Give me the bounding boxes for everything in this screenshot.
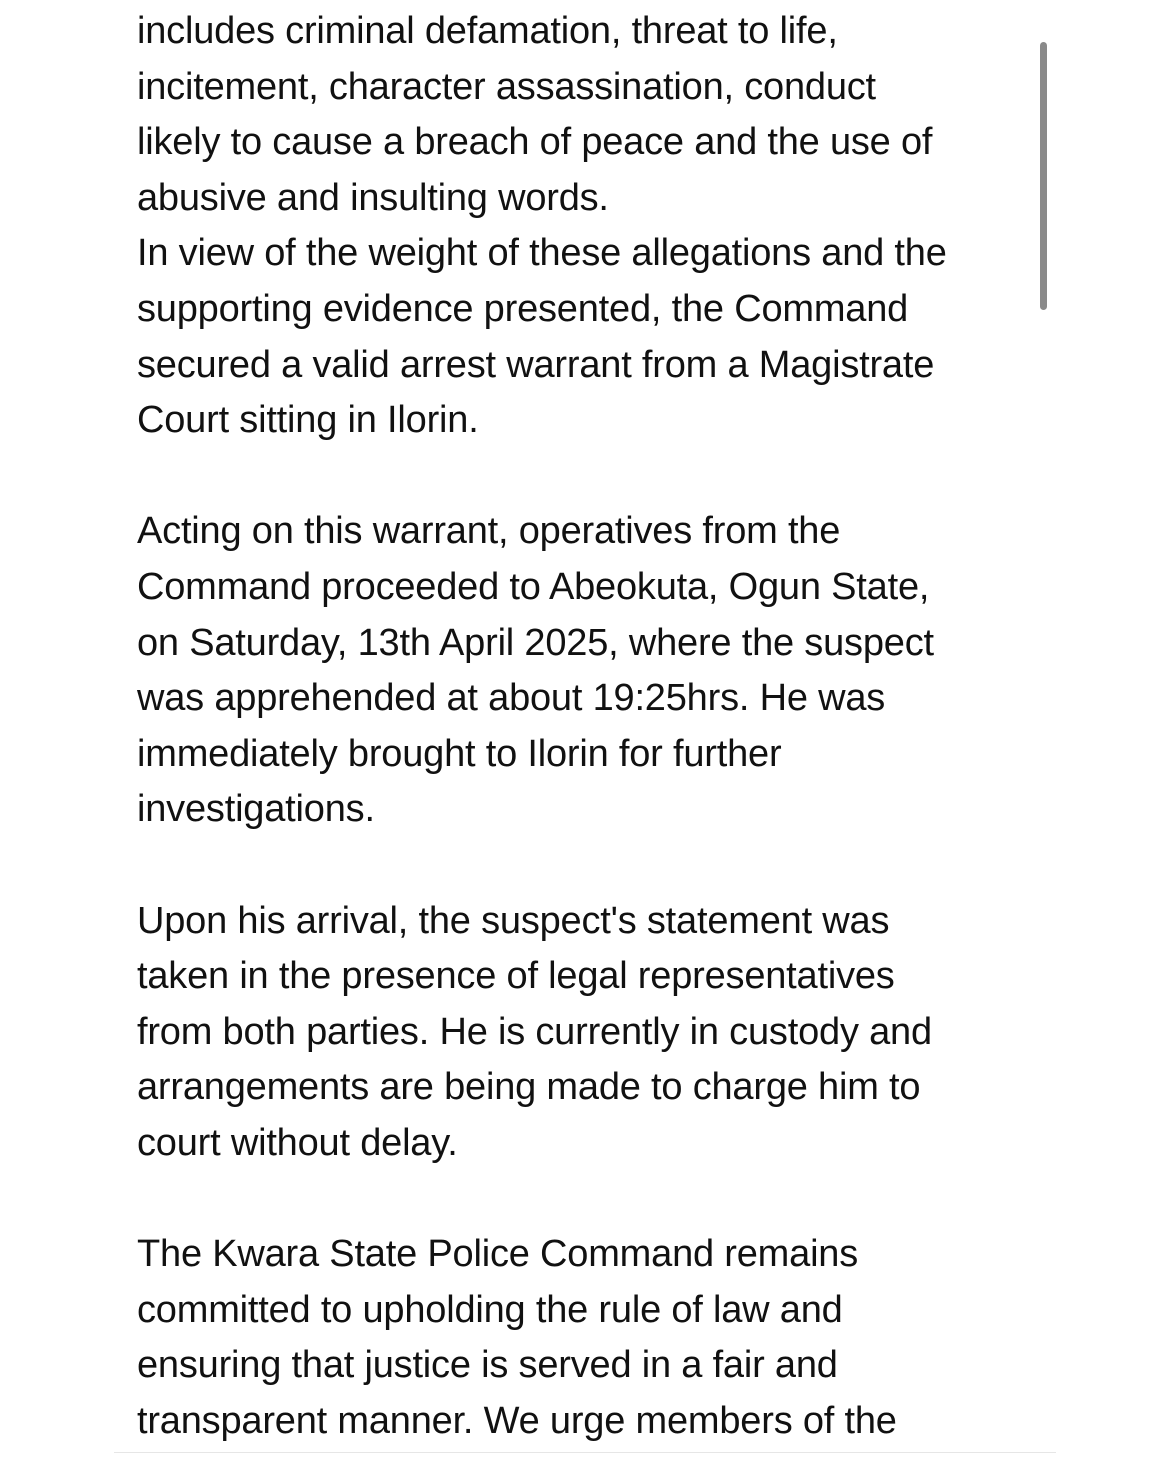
text-line: immediately brought to Ilorin for further [137,732,782,775]
paragraph-4 [137,1227,1037,1449]
text-line: arrangements are being made to charge him to [137,1066,921,1109]
text-line: transparent manner. We urge members of the [137,1399,897,1442]
text-line: ensuring that justice is served in a fair and [137,1344,838,1387]
paragraph-1 [137,4,1037,449]
paragraph-gap [137,838,1037,894]
text-line: on Saturday, 13th April 2025, where the suspect [137,621,934,664]
text-line: incitement, character assassination, conduct [137,65,876,108]
text-line: includes criminal defamation, threat to life, [137,10,838,52]
paragraph-2 [137,504,1037,838]
text-line: from both parties. He is currently in custody and [137,1010,932,1053]
text-line: committed to upholding the rule of law and [137,1288,843,1331]
text-line: abusive and insulting words. [137,176,609,219]
text-line: court without delay. [137,1121,458,1164]
text-line: taken in the presence of legal representatives [137,955,895,998]
text-line: was apprehended at about 19:25hrs. He was [137,677,886,720]
scrollbar-thumb[interactable] [1040,42,1047,310]
text-line: Court sitting in Ilorin. [137,399,479,442]
text-line: supporting evidence presented, the Command [137,287,909,330]
text-line: Upon his arrival, the suspect's statement was [137,899,890,942]
paragraph-gap [137,449,1037,505]
text-line: In view of the weight of these allegations and the [137,232,947,275]
text-line: investigations. [137,788,375,831]
text-line: secured a valid arrest warrant from a Magistrate [137,343,935,386]
text-line: Acting on this warrant, operatives from the [137,510,841,553]
text-line: likely to cause a breach of peace and the use of [137,121,933,164]
post-body [137,4,1037,1449]
text-line: Command proceeded to Abeokuta, Ogun State, [137,565,930,608]
text-line: The Kwara State Police Command remains [137,1233,859,1276]
bottom-divider [114,1452,1056,1453]
paragraph-3 [137,894,1037,1172]
paragraph-gap [137,1171,1037,1227]
